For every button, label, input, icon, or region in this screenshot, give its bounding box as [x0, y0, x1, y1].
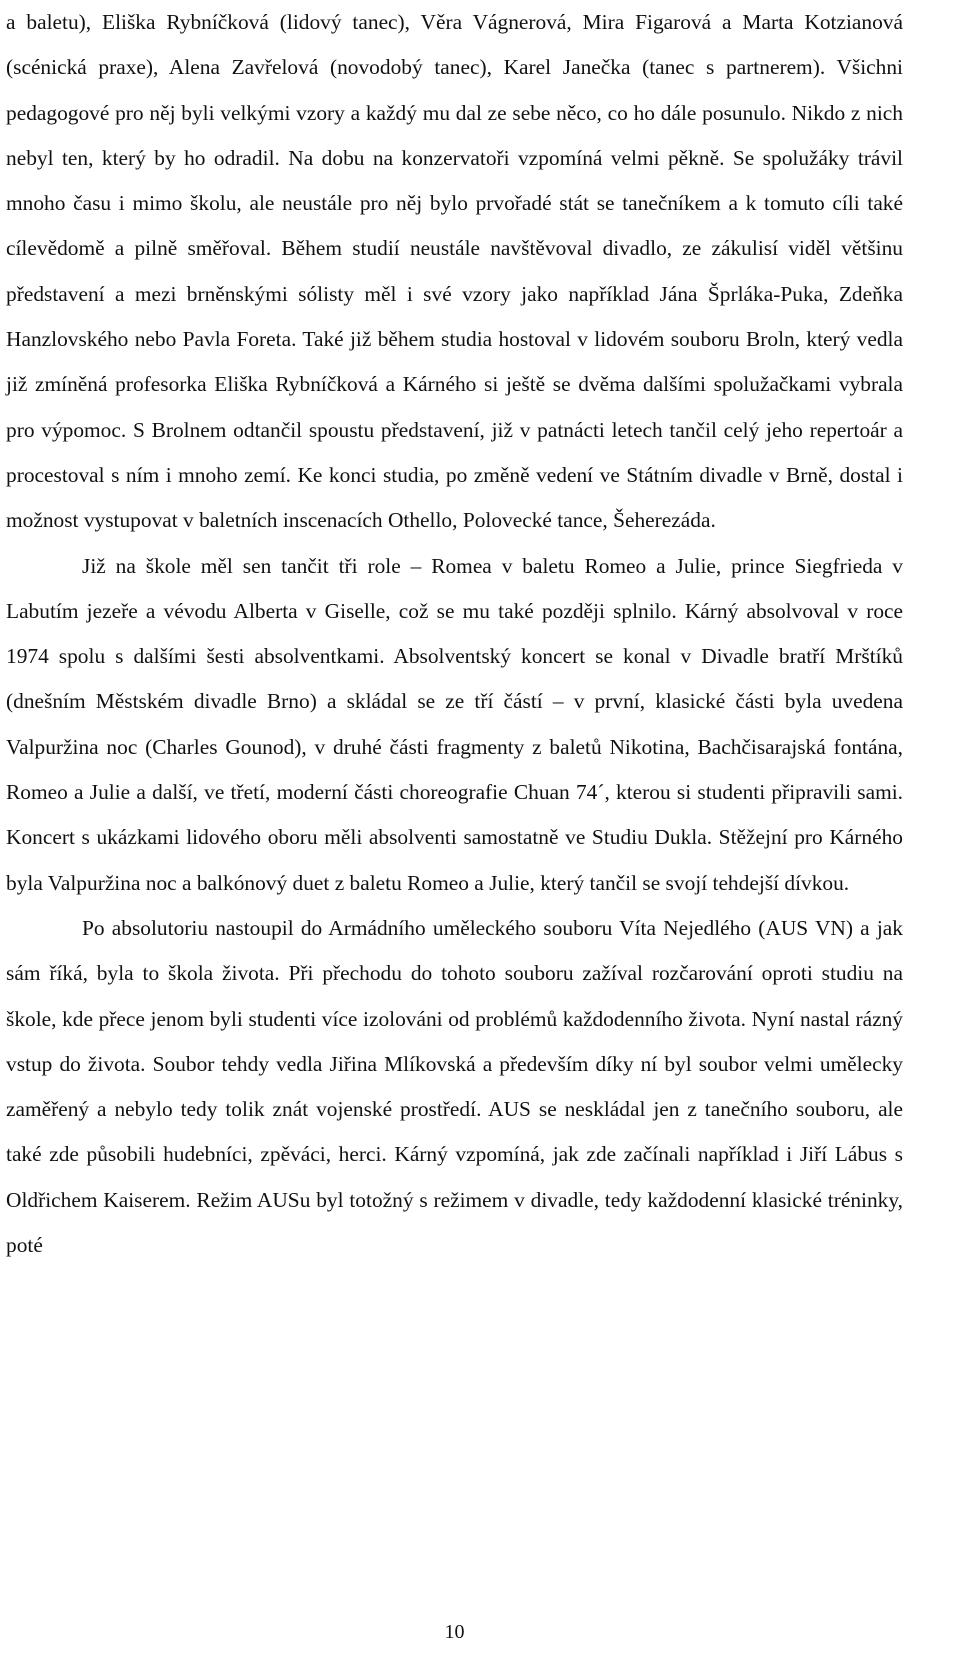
paragraph-2: Již na škole měl sen tančit tři role – Romea v baletu Romeo a Julie, prince Siegfrieda v Labutím jezeře a vévodu Alberta v Giselle, což se mu také později splnilo. Kárný absolvoval v roce 1974 spolu s dalšími šesti absolventkami. Absolventský koncert se konal v Divadle bratří Mrštíků (dnešním Městském divadle Brno) a skládal se ze tří částí – v první, klasické části byla uvedena Valpuržina noc (Charles Gounod), v druhé části fragmenty z baletů Nikotina, Bachčisarajská fontána, Romeo a Julie a další, ve třetí, moderní části choreografie Chuan 74´, kterou si studenti připravili sami. Koncert s ukázkami lidového oboru měli absolventi samostatně ve Studiu Dukla. Stěžejní pro Kárného byla Valpuržina noc a balkónový duet z baletu Romeo a Julie, který tančil se svojí tehdejší dívkou.: [6, 553, 903, 895]
paragraph-1: a baletu), Eliška Rybníčková (lidový tanec), Věra Vágnerová, Mira Figarová a Marta Kotzianová (scénická praxe), Alena Zavřelová (novodobý tanec), Karel Janečka (tanec s partnerem). Všichni pedagogové pro něj byli velkými vzory a každý mu dal ze sebe něco, co ho dále posunulo. Nikdo z nich nebyl ten, který by ho odradil. Na dobu na konzervatoři vzpomíná velmi pěkně. Se spolužáky trávil mnoho času i mimo školu, ale neustále pro něj bylo prvořadé stát se tanečníkem a k tomuto cíli také cílevědomě a pilně směřoval. Během studií neustále navštěvoval divadlo, ze zákulisí viděl většinu představení a mezi brněnskými sólisty měl i své vzory jako například Jána Šprláka-Puka, Zdeňka Hanzlovského nebo Pavla Foreta. Také již během studia hostoval v lidovém souboru Broln, který vedla již zmíněná profesorka Eliška Rybníčková a Kárného si ještě se dvěma dalšími spolužačkami vybrala pro výpomoc. S Brolnem odtančil spoustu představení, již v patnácti letech tančil celý jeho repertoár a procestoval s ním i mnoho zemí. Ke konci studia, po změně vedení ve Státním divadle v Brně, dostal i možnost vystupovat v baletních inscenacích Othello, Polovecké tance, Šeherezáda.: [6, 10, 903, 533]
page-number: 10: [444, 1621, 465, 1643]
paragraph-3: Po absolutoriu nastoupil do Armádního uměleckého souboru Víta Nejedlého (AUS VN) a jak sám říká, byla to škola života. Při přechodu do tohoto souboru zažíval rozčarování oproti studiu na škole, kde přece jenom byli studenti více izolováni od problémů každodenního života. Nyní nastal rázný vstup do života. Soubor tehdy vedla Jiřina Mlíkovská a především díky ní byl soubor velmi umělecky zaměřený a nebylo tedy tolik znát vojenské prostředí. AUS se neskládal jen z tanečního souboru, ale také zde působili hudebníci, zpěváci, herci. Kárný vzpomíná, jak zde začínali například i Jiří Lábus s Oldřichem Kaiserem. Režim AUSu byl totožný s režimem v divadle, tedy každodenní klasické tréninky, poté: [6, 915, 903, 1258]
document-page: [6, 0, 903, 1662]
body-text: [6, 0, 903, 1268]
